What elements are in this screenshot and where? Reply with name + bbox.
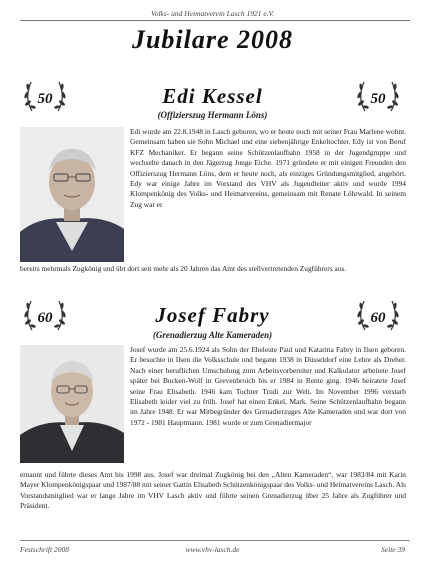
jubilar-text-full-width: bereits mehrmals Zugkönig und übt dort seit mehr als 20 Jahren das Amt des stellvertretenden Zugführers aus. xyxy=(20,264,347,273)
portrait-photo xyxy=(20,345,124,463)
jubilar-text-beside-photo: Edi wurde am 22.8.1948 in Lasch geboren, wo er heute noch mit seiner Frau Marlene wohnt. Gemeinsam haben sie Sohn Michael und eine siebenjährige Enkeltochter. Edy ist von Beruf KFZ Mechaniker. Er begann seine Schützenlaufbahn 1958 in der Jugendgruppe und wechselte danach in den Jägerzug Junge Eiche. 1971 gründete er mit einigen Freunden den Offizierszug Hermann Löns, dem er heute noch, als einziges Gründungsmitglied, angehört. Edy war einige Jahre im Vorstand des VHV als Jugendleiter aktiv und wurde 1994 Klompenkönig des Volks- und Heimatvereins, gemeinsam mit Renate Löhrwald. In seinem Zug war er xyxy=(130,127,406,209)
footer-website: www.vhv-lasch.de xyxy=(185,545,240,554)
footer-page-number: Seite 39 xyxy=(381,545,405,554)
jubilar-text-full-width: ernannt und führte dieses Amt bis 1998 aus. Josef war dreimal Zugkönig bei den „Alten Kameraden“, war 1983/84 mit Karin Mayer Klompenkönigspaar und 1987/88 mit seiner Gattin Elisabeth Schützenkönigspaar des Volks- und Heimatvereins Lasch. Als Vorstandsmitglied war er lange Jahre im VHV Lasch aktiv und führte seinen Grenadierzug über 25 Jahre als Zugführer und Präsident. xyxy=(20,470,406,511)
page-title: Jubilare 2008 xyxy=(131,25,294,54)
jubilar-unit: (Grenadierzug Alte Kameraden) xyxy=(152,330,273,340)
header-rule xyxy=(20,20,410,21)
footer-rule xyxy=(20,540,410,541)
jubilar-text-beside-photo: Josef wurde am 25.6.1924 als Sohn der Eheleute Paul und Katarina Fabry in Ilsen geboren. Er besuchte in Ilsen die Volksschule und begann 1938 in Düsseldorf eine Lehre als Dreher. Nach einer beruflichen Umschulung zum Arbeitsvorbereiter und Kalkulator arbeitete Josef später bei Bucken-Wolf in Grevenbroich bis er 1984 in Rente ging. 1946 heiratete Josef seine Frau Elisabeth. 1946 kam Tochter Trudi zur Welt. Im November 1996 verstarb Elisabeth leider viel zu früh. Josef hat einen Enkel, Mark. Seine Schützenlaufbahn begann im Jahre 1948. Er war Mitbegründer des Grenadierzuges Alte Kameraden und war dort von 1972 - 1981 Hauptmann. 1981 wurde er zum Grenadiermajor xyxy=(130,345,406,427)
footer-publication: Festschrift 2008 xyxy=(20,545,69,554)
badge-number: 50 xyxy=(370,91,386,107)
jubilar-unit: (Offizierszug Hermann Löns) xyxy=(157,110,268,120)
jubilar-name: Josef Fabry xyxy=(155,303,270,327)
badge-number: 50 xyxy=(37,91,53,107)
running-head: Volks- und Heimatverein Lasch 1921 e.V. xyxy=(150,9,275,18)
portrait-graphic xyxy=(20,345,124,463)
badge-number: 60 xyxy=(370,310,386,326)
portrait-graphic xyxy=(20,127,124,262)
jubilar-name: Edi Kessel xyxy=(162,84,263,108)
badge-number: 60 xyxy=(37,310,53,326)
portrait-photo xyxy=(20,127,124,262)
